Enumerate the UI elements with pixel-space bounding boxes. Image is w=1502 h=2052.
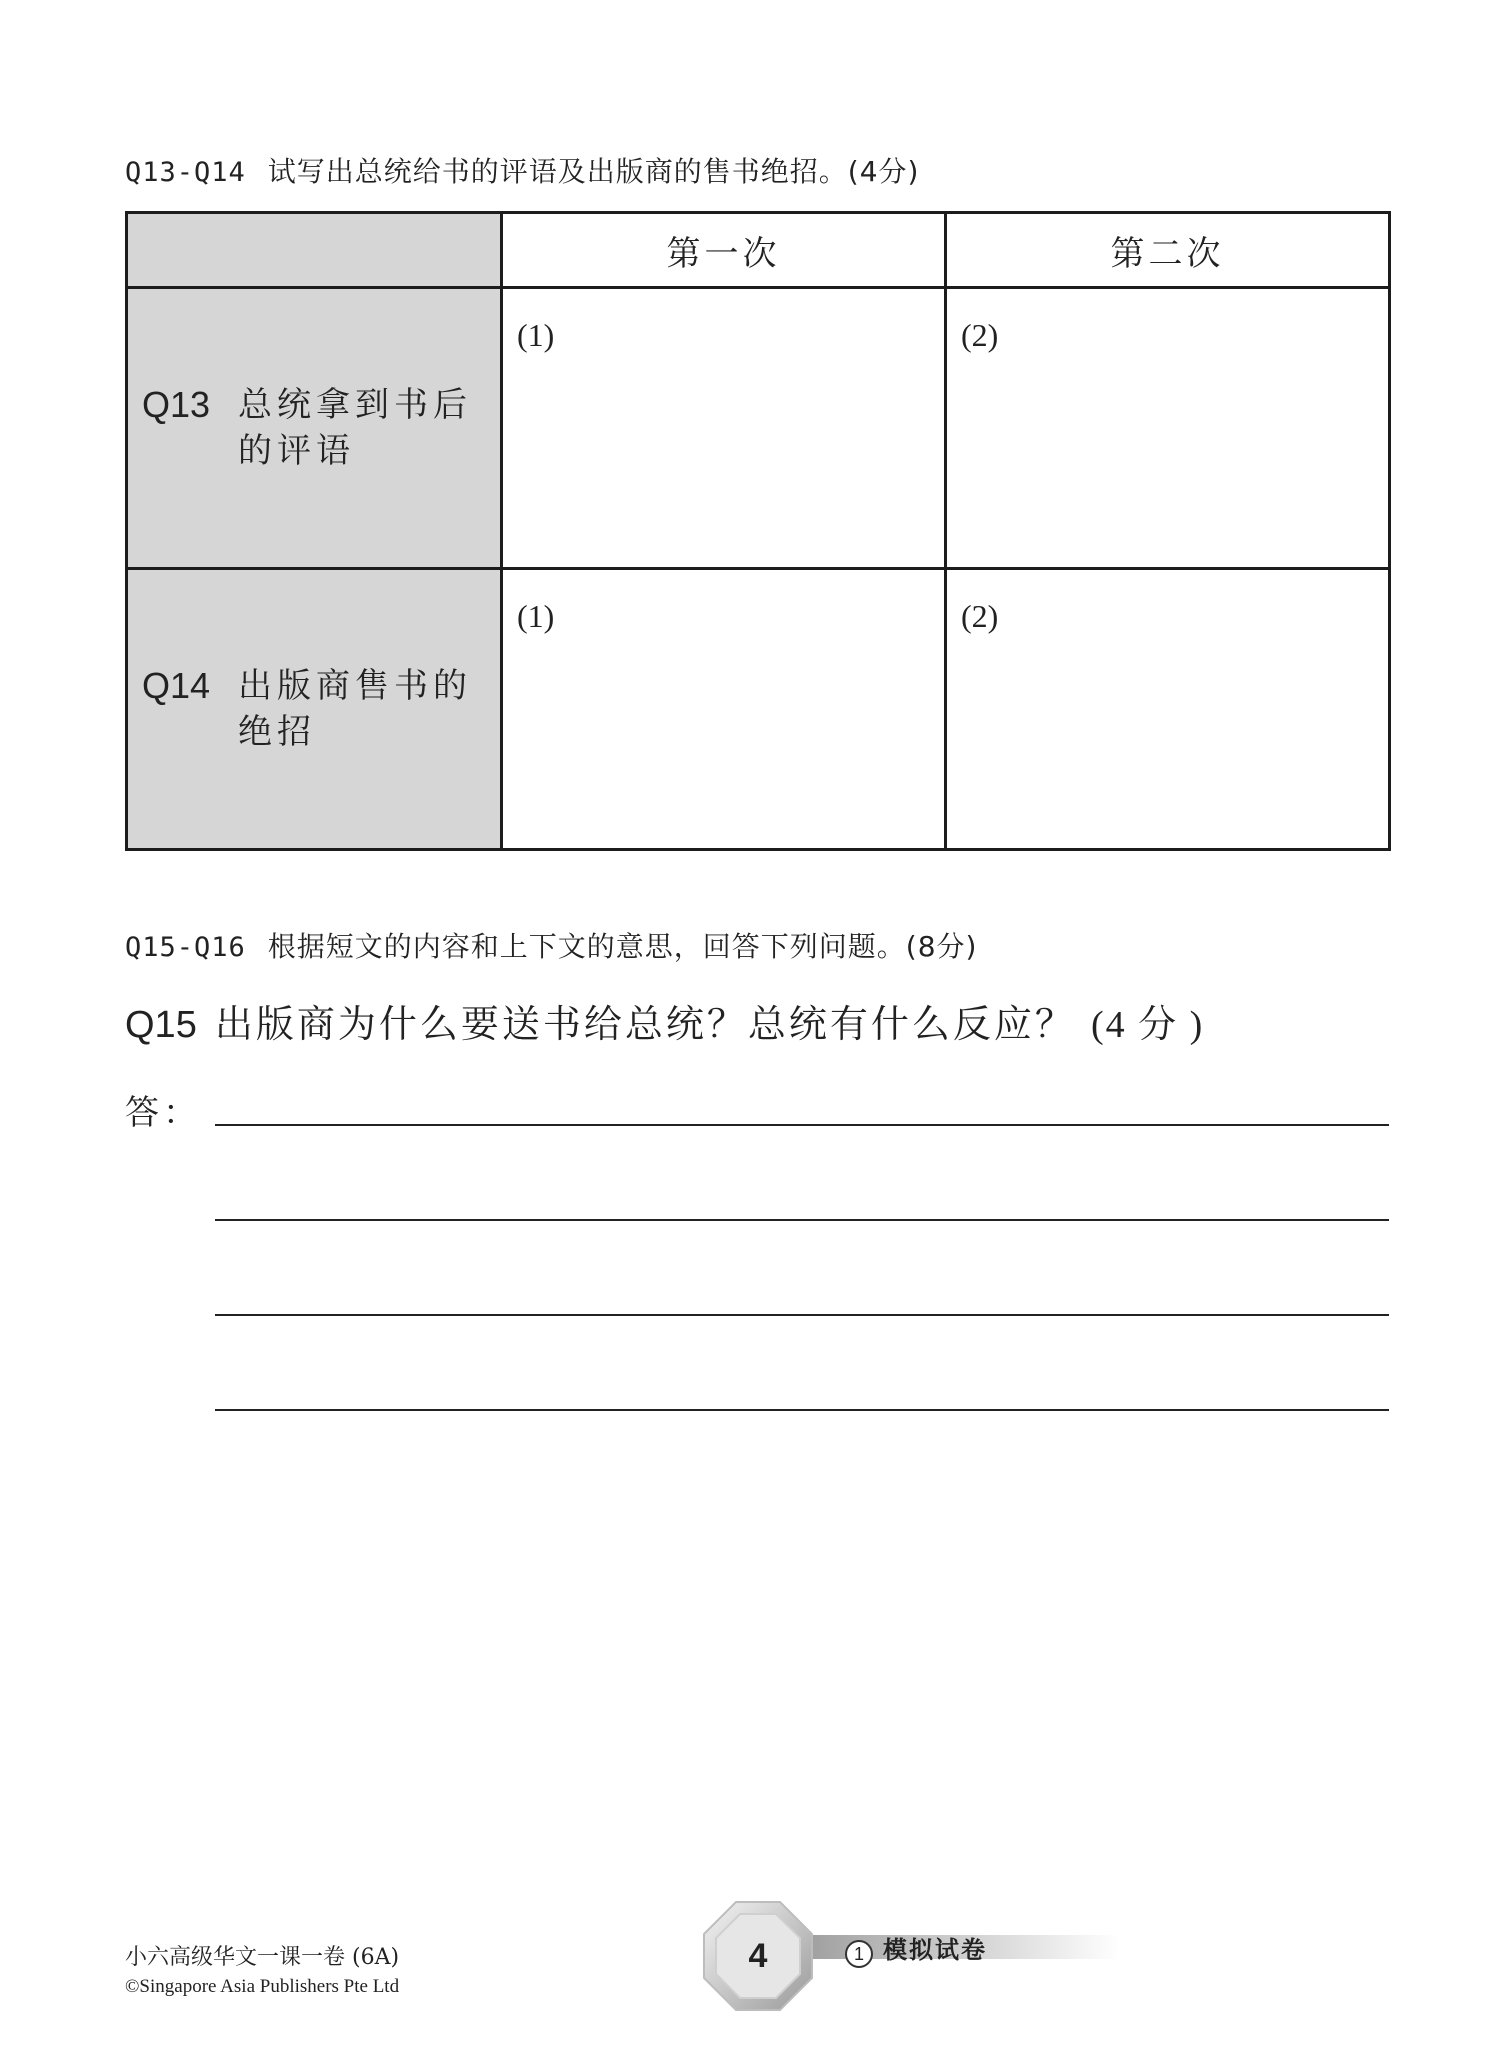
- section-instruction: 根据短文的内容和上下文的意思，回答下列问题。(8分): [267, 930, 978, 963]
- row-question-text: 总统拿到书后的评语: [238, 385, 472, 471]
- section-number: Q15-Q16: [125, 932, 246, 963]
- question-points: (4 分 ): [1090, 1004, 1205, 1046]
- answer-label: 答：: [125, 1093, 201, 1133]
- answer-line-3[interactable]: [215, 1314, 1389, 1316]
- column-header-first: 第一次: [502, 213, 946, 288]
- paper-number-circle: 1: [845, 1940, 873, 1968]
- page-number: 4: [748, 1937, 768, 1975]
- section-heading-q13-q14: [125, 150, 919, 190]
- row-question-text: 出版商售书的绝招: [238, 666, 472, 752]
- answer-line-4[interactable]: [215, 1409, 1389, 1411]
- column-header-second: 第二次: [946, 213, 1390, 288]
- cell-number: (1): [517, 317, 555, 353]
- row-question-number: Q14: [142, 665, 211, 706]
- row-label-q13: [127, 288, 502, 569]
- answer-cell-q13-second[interactable]: [946, 288, 1390, 569]
- row-label-q14: [127, 569, 502, 850]
- footer-copyright: ©Singapore Asia Publishers Pte Ltd: [125, 1976, 400, 1997]
- answer-table: [125, 211, 1391, 851]
- answer-cell-q13-first[interactable]: [502, 288, 946, 569]
- table-corner-cell: [127, 213, 502, 288]
- table-header-row: [127, 213, 1390, 288]
- question-q15: [125, 993, 1204, 1048]
- cell-number: (2): [961, 598, 999, 634]
- section-instruction: 试写出总统给书的评语及出版商的售书绝招。(4分): [267, 155, 920, 188]
- answer-line-2[interactable]: [215, 1219, 1389, 1221]
- table-row-q13: [127, 288, 1390, 569]
- paper-title: [845, 1930, 987, 1968]
- paper-title-text: 模拟试卷: [883, 1936, 987, 1964]
- cell-number: (1): [517, 598, 555, 634]
- answer-cell-q14-first[interactable]: [502, 569, 946, 850]
- table-row-q14: [127, 569, 1390, 850]
- row-question-number: Q13: [142, 384, 211, 425]
- answer-line-1[interactable]: [215, 1124, 1389, 1126]
- cell-number: (2): [961, 317, 999, 353]
- answer-cell-q14-second[interactable]: [946, 569, 1390, 850]
- footer-book-title: 小六高级华文一课一卷 (6A): [125, 1945, 400, 1970]
- question-text: 出版商为什么要送书给总统？总统有什么反应？: [214, 1002, 1076, 1046]
- section-heading-q15-q16: [125, 925, 977, 965]
- question-number: Q15: [125, 1004, 197, 1046]
- section-number: Q13-Q14: [125, 157, 246, 188]
